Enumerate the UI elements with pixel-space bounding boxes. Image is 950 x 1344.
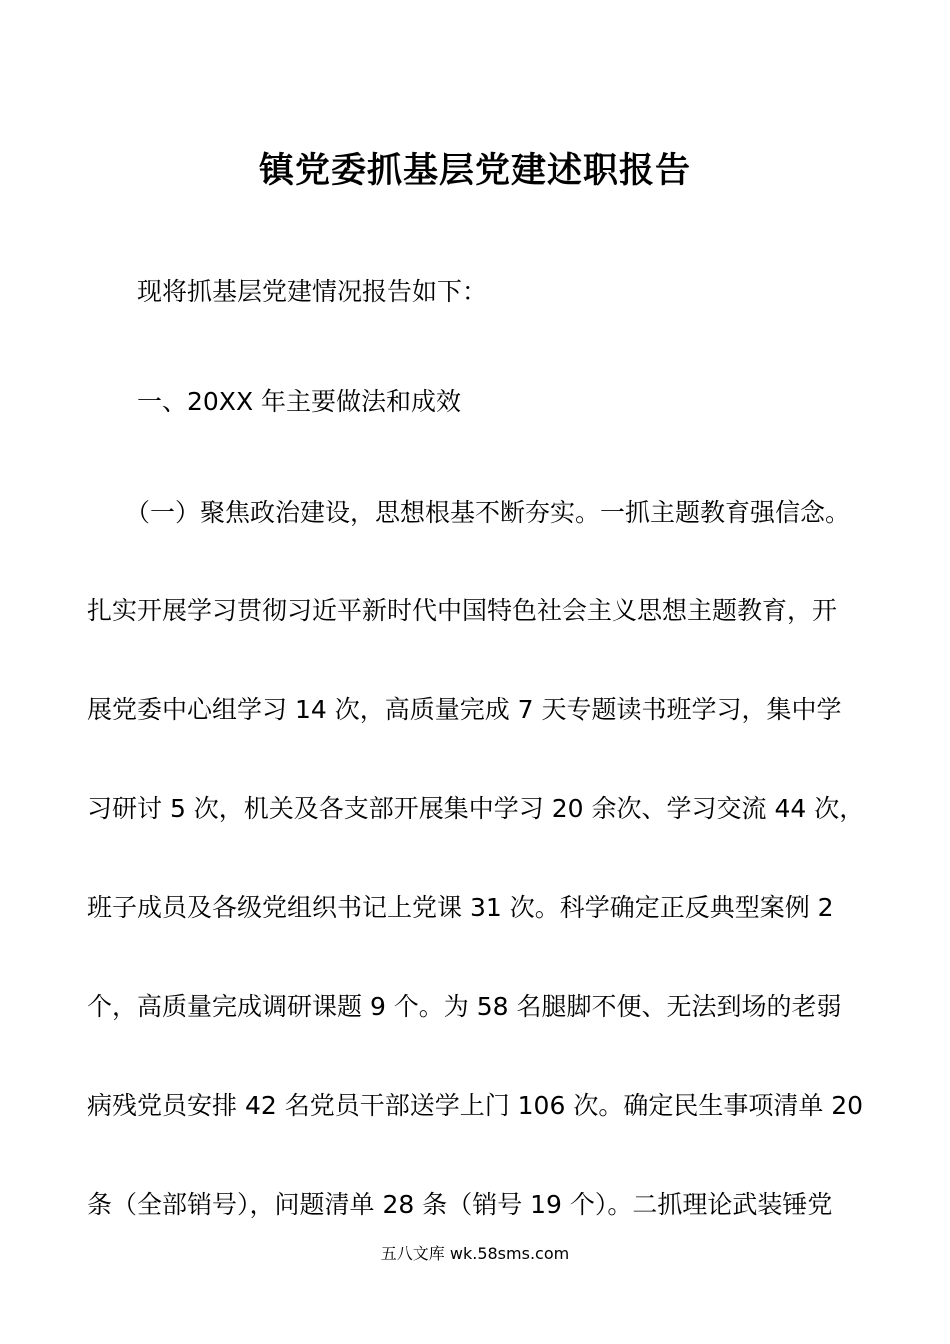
paragraph-line: 个，高质量完成调研课题 9 个。为 58 名腿脚不便、无法到场的老弱 <box>87 992 842 1021</box>
document-title: 镇党委抓基层党建述职报告 <box>258 151 691 191</box>
intro-line: 现将抓基层党建情况报告如下： <box>137 277 488 306</box>
footer-watermark: 五八文库 wk.58sms.com <box>380 1244 570 1263</box>
paragraph-line: 习研讨 5 次，机关及各支部开展集中学习 20 余次、学习交流 44 次， <box>87 794 865 823</box>
paragraph-line: 扎实开展学习贯彻习近平新时代中国特色社会主义思想主题教育，开 <box>87 596 838 625</box>
paragraph-line: （一）聚焦政治建设，思想根基不断夯实。一抓主题教育强信念。 <box>125 498 851 527</box>
paragraph-line: 班子成员及各级党组织书记上党课 31 次。科学确定正反典型案例 2 <box>87 893 834 922</box>
paragraph-line: 病残党员安排 42 名党员干部送学上门 106 次。确定民生事项清单 20 <box>87 1091 864 1120</box>
paragraph-line: 条（全部销号），问题清单 28 条（销号 19 个）。二抓理论武装锤党 <box>87 1190 833 1219</box>
paragraph-line: 展党委中心组学习 14 次，高质量完成 7 天专题读书班学习，集中学 <box>87 695 842 724</box>
section-heading: 一、20XX 年主要做法和成效 <box>137 387 462 416</box>
